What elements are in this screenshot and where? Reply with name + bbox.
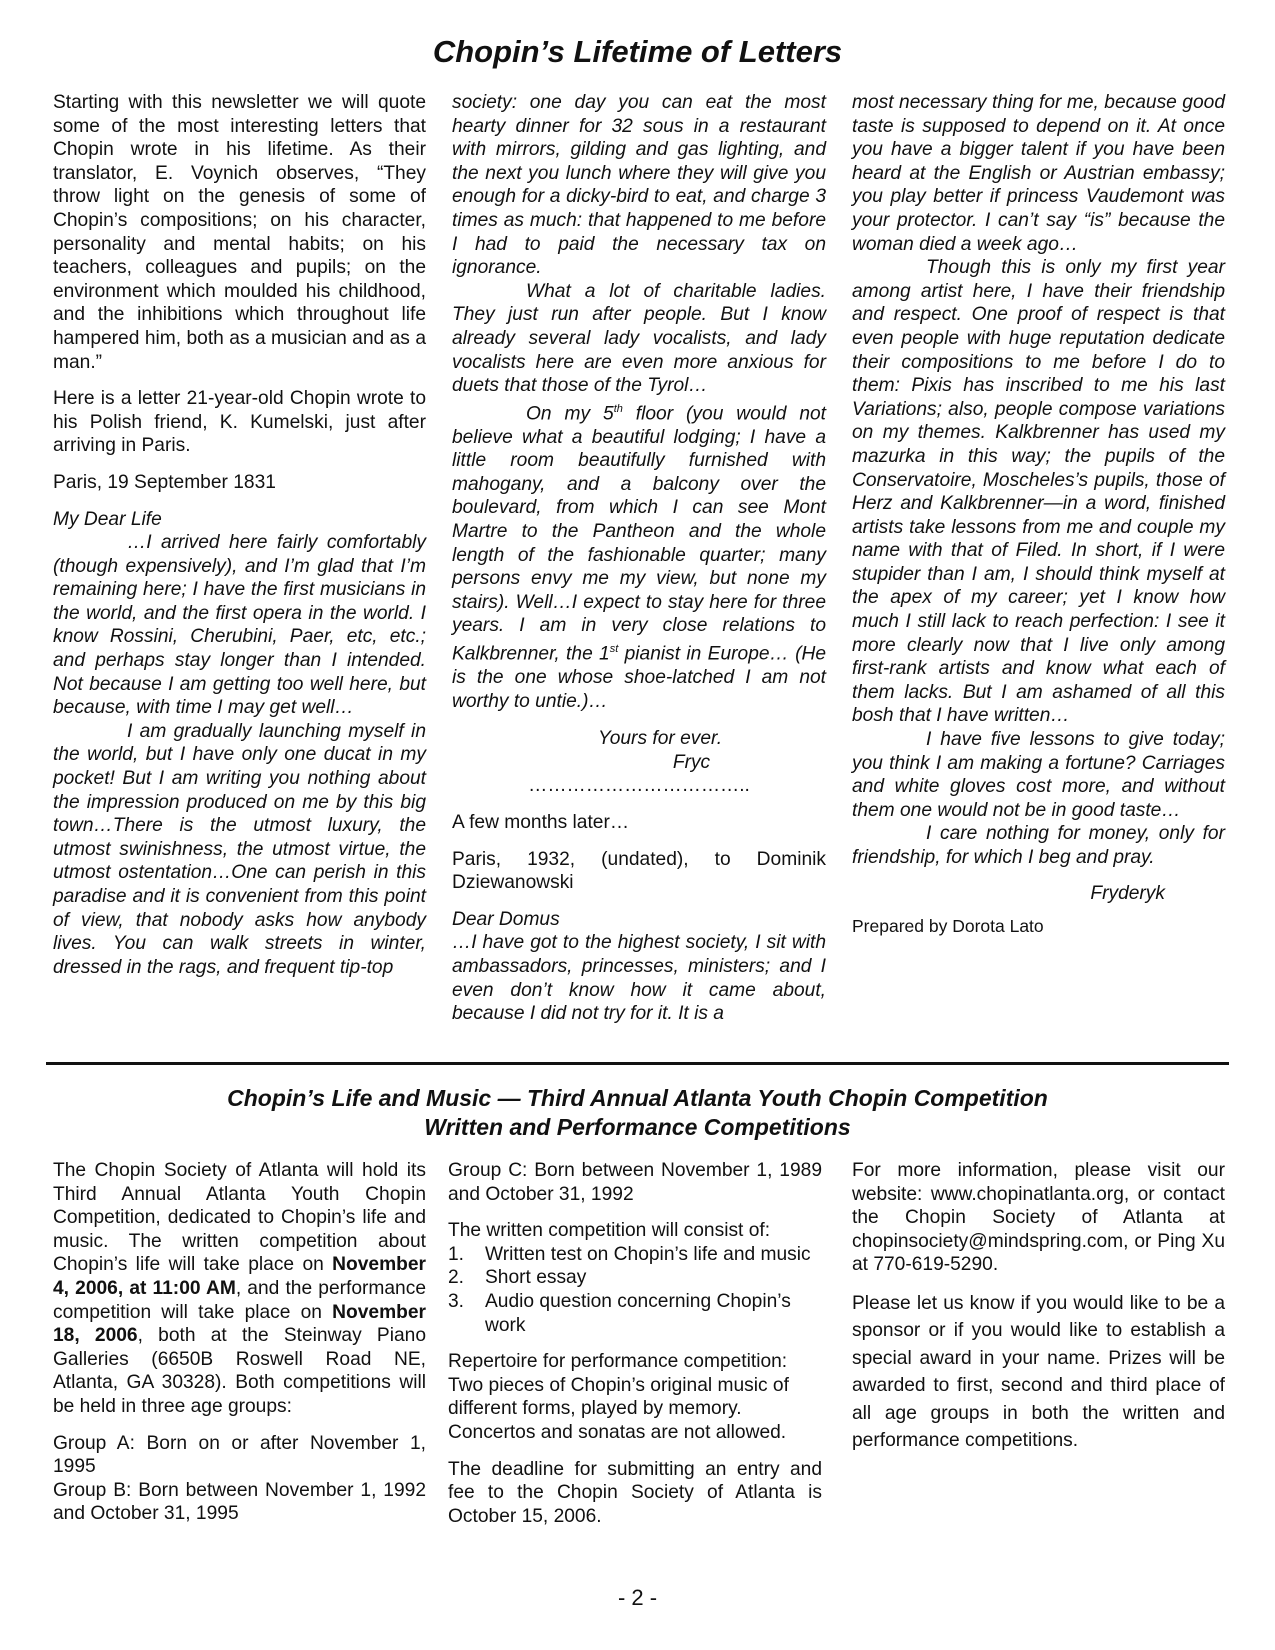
intro-paragraph: Here is a letter 21-year-old Chopin wrote to his Polish friend, K. Kumelski, just after arriving in Paris.	[53, 388, 426, 457]
section-divider	[46, 1062, 1229, 1065]
page-number: - 2 -	[617, 1585, 658, 1610]
deadline-paragraph: The deadline for submitting an entry and fee to the Chopin Society of Atlanta is October 15, 2006.	[448, 1458, 822, 1527]
age-group: Group A: Born on or after November 1, 1995	[53, 1432, 426, 1478]
competition-paragraph: The Chopin Society of Atlanta will hold its Third Annual Atlanta Youth Chopin Competition, dedicated to Chopin’s life and music. The written competition about Chopin’s life will take place on November 4, 2006, at 11:00 AM, and the performance competition will take place on November 18, 2006, both at the Steinway Piano Galleries (6650B Roswell Road NE, Atlanta, GA 30328). Both competitions will be held in three age groups:	[53, 1160, 426, 1417]
competition-title-line: Chopin’s Life and Music — Third Annual Atlanta Youth Chopin Competition	[227, 1085, 1048, 1111]
info-paragraph: For more information, please visit our website: www.chopinatlanta.org, or contact the Chopin Society of Atlanta at chopinsociety@mindspring.com, or Ping Xu at 770-619-5290.	[852, 1160, 1225, 1276]
article-column-3	[852, 91, 1225, 939]
separator-dots: ……………………………..	[528, 775, 750, 797]
article-title: Chopin’s Lifetime of Letters	[432, 34, 843, 69]
letter-paragraph: society: one day you can eat the most hearty dinner for 32 sous in a restaurant with mirrors, gilding and gas lighting, and the next you lunch where they will give you enough for a dicky-bird to eat, and charge 3 times as much: that happened to me before I had to paid the necessary tax on ignorance.	[452, 92, 826, 279]
letter-paragraph: What a lot of charitable ladies. They just run after people. But I know already several lady vocalists, and lady vocalists here are even more anxious for duets that those of the Tyrol…	[452, 280, 826, 397]
letter-date: Paris, 1932, (undated), to Dominik Dziewanowski	[452, 848, 826, 894]
list-item: 2. Short essay	[448, 1267, 587, 1289]
letter-paragraph: On my 5th floor (you would not believe what a beautiful lodging; I have a little room beautifully furnished with mahogany, and a balcony over the boulevard, from which I can see Mont Martre to the Pantheon and the whole length of the fashionable quarter; many persons envy me my view, but none my stairs). Well…I expect to stay here for three years. I am in very close relations to Kalkbrenner, the 1st pianist in Europe… (He is the one whose shoe-latched I am not worthy to untie.)…	[452, 402, 826, 712]
letter-signature: Fryc	[672, 751, 711, 773]
letter-signature: Fryderyk	[1090, 882, 1165, 904]
competition-column-1	[53, 1159, 426, 1526]
transition-text: A few months later…	[452, 812, 630, 833]
letter-paragraph: I am gradually launching myself in the world, but I have only one ducat in my pocket! But I am writing you nothing about the impression produced on me by this big town…There is the utmost luxury, the utmost swinishness, the utmost virtue, the utmost ostentation…One can perish in this paradise and it is convenient from this point of view, that nobody asks how anybody lives. You can walk streets in winter, dressed in the rags, and frequent tip-top	[53, 720, 426, 978]
letter-paragraph: …I have got to the highest society, I sit with ambassadors, princesses, ministers; and I even don’t know how it came about, because I did not try for it. It is a	[452, 932, 826, 1025]
letter-paragraph: I care nothing for money, only for friendship, for which I beg and pray.	[852, 823, 1225, 868]
letter-salutation: Dear Domus	[452, 908, 560, 930]
written-intro: The written competition will consist of:	[448, 1220, 771, 1242]
letter-salutation: My Dear Life	[53, 508, 162, 530]
competition-title	[0, 1084, 1275, 1142]
competition-column-3	[852, 1159, 1225, 1455]
repertoire-paragraph: Repertoire for performance competition: Two pieces of Chopin’s original music of different forms, played by memory. Concertos and sonatas are not allowed.	[448, 1351, 789, 1443]
competition-title-line: Written and Performance Competitions	[424, 1114, 851, 1140]
letter-paragraph: Though this is only my first year among artist here, I have their friendship and respect. One proof of respect is that even people with huge reputation dedicate their compositions to me before I do to them: Pixis has inscribed to me his last Variations; also, people compose variations on my themes. Kalkbrenner has used my mazurka in this way; the pupils of the Conservatoire, Moscheles’s pupils, those of Herz and Kalkbrenner—in a word, finished artists take lessons from me and couple my name with that of Filed. In short, if I were stupider than I am, I should think myself at the apex of my career; yet I know how much I still lack to reach perfection: I see it more clearly now that I live only among first-rank artists and know what each of them lacks. But I am ashamed of all this bosh that I have written…	[852, 257, 1225, 727]
written-list	[448, 1243, 822, 1337]
letter-paragraph: …I arrived here fairly comfortably (though expensively), and I’m glad that I’m remaining here; I have the first musicians in the world, and the first opera in the world. I know Rossini, Cherubini, Paer, etc, etc.; and perhaps stay longer than I intended. Not because I am getting too well here, but because, with time I may get well…	[53, 532, 426, 719]
letter-date: Paris, 19 September 1831	[53, 471, 276, 493]
age-group: Group C: Born between November 1, 1989 and October 31, 1992	[448, 1160, 822, 1205]
letter-closing: Yours for ever.	[597, 728, 723, 750]
age-group: Group B: Born between November 1, 1992 and October 31, 1995	[53, 1479, 426, 1525]
intro-paragraph: Starting with this newsletter we will quote some of the most interesting letters that Chopin wrote in his lifetime. As their translator, E. Voynich observes, “They throw light on the genesis of some of Chopin’s compositions; on his character, personality and mental habits; on his teachers, colleagues and pupils; on the environment which moulded his childhood, and the inhibitions which throughout life hampered him, both as a musician and as a man.”	[53, 92, 426, 373]
list-item: 1. Written test on Chopin’s life and music	[448, 1243, 811, 1265]
letter-paragraph: I have five lessons to give today; you think I am making a fortune? Carriages and white gloves cost more, and without them one would not be in good taste…	[852, 729, 1225, 821]
list-item: 3. Audio question concerning Chopin’s work	[448, 1290, 791, 1336]
article-column-2	[452, 91, 826, 1026]
letter-paragraph: most necessary thing for me, because good taste is supposed to depend on it. At once you have a bigger talent if you have been heard at the English or Austrian embassy; you play better if princess Vaudemont was your protector. I can’t say “is” because the woman died a week ago…	[852, 92, 1225, 255]
competition-column-2	[448, 1159, 822, 1528]
article-column-1	[53, 91, 426, 979]
sponsor-paragraph: Please let us know if you would like to be a sponsor or if you would like to establish a special award in your name. Prizes will be awarded to first, second and third place of all age groups in both the written and performance competitions.	[852, 1292, 1225, 1452]
credit-line: Prepared by Dorota Lato	[852, 916, 1044, 937]
